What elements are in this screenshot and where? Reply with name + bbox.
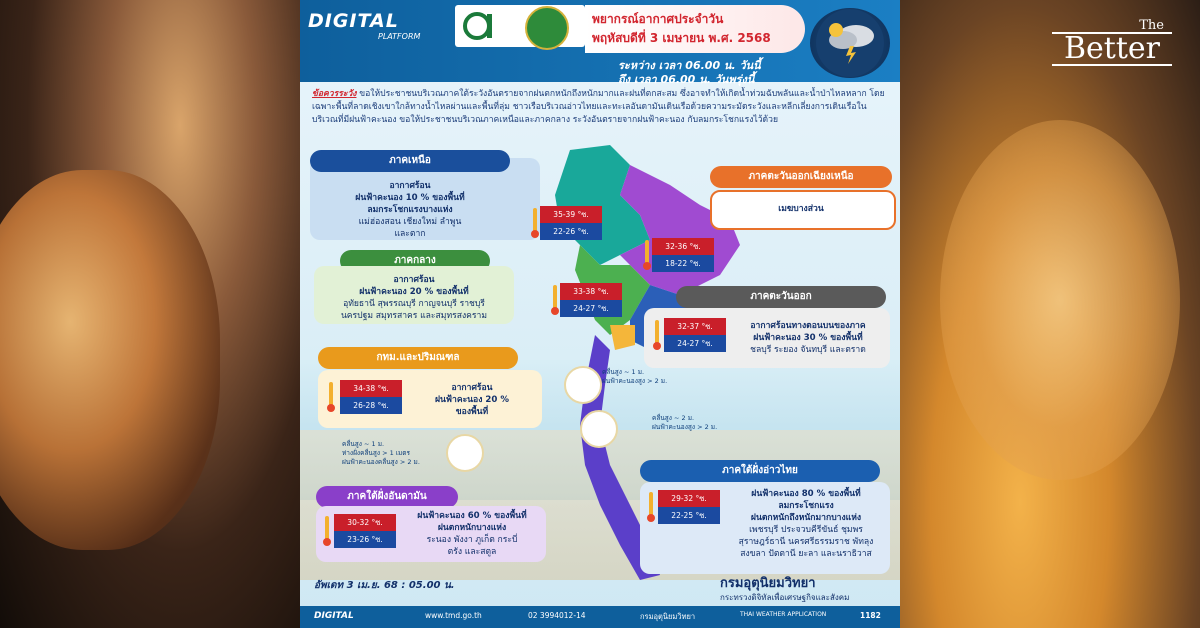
- platform-name: DIGITAL: [308, 10, 399, 32]
- south-andaman-line2: ฝนตกหนักบางแห่ง: [437, 523, 507, 533]
- north-line2: ฝนฟ้าคะนอง 10 % ของพื้นที่: [355, 193, 465, 203]
- north-region-text: [310, 180, 510, 240]
- forecast-time-to: ถึง เวลา 06.00 น. วันพรุ่งนี้: [618, 73, 755, 86]
- bangkok-temperature: [340, 380, 402, 414]
- north-line1: อากาศร้อน: [389, 181, 431, 191]
- storm-cloud-icon: [810, 8, 890, 78]
- sunset-cloud: [940, 120, 1180, 480]
- weather-app[interactable]: THAI WEATHER APPLICATION: [740, 611, 827, 618]
- andaman-wave-l1: คลื่นสูง ~ 1 ม.: [342, 440, 385, 448]
- east-line2: ฝนฟ้าคะนอง 30 % ของพื้นที่: [753, 333, 863, 343]
- bangkok-temp-low: 26-28 °ซ.: [340, 397, 402, 414]
- east-region-text: [728, 320, 888, 356]
- south-andaman-line1: ฝนฟ้าคะนอง 60 % ของพื้นที่: [417, 511, 527, 521]
- south-andaman-line4: ตรัง และสตูล: [447, 547, 497, 557]
- forecast-time-from: ระหว่าง เวลา 06.00 น. วันนี้: [618, 59, 761, 72]
- central-line2: ฝนฟ้าคะนอง 20 % ของพื้นที่: [359, 287, 469, 297]
- south-andaman-region-header: ภาคใต้ฝั่งอันดามัน: [316, 486, 458, 508]
- east-line1: อากาศร้อนทางตอนบนของภาค: [750, 321, 866, 331]
- south-gulf-line2: ลมกระโชกแรง: [778, 501, 834, 511]
- the-better-logo: [1052, 20, 1172, 66]
- thermometer-icon: [652, 318, 662, 352]
- south-andaman-line3: ระนอง พังงา ภูเก็ต กระบี่: [426, 535, 518, 545]
- south-andaman-temperature: [334, 514, 396, 548]
- east-temperature: [664, 318, 726, 352]
- andaman-wave-l2: ห่างฝั่งคลื่นสูง > 1 เมตร: [342, 449, 411, 457]
- storm-cloud: [0, 170, 220, 550]
- tmd-seal-icon: [525, 6, 569, 50]
- north-line4: แม่ฮ่องสอน เชียงใหม่ ลำพูน: [358, 217, 462, 227]
- north-region-header: ภาคเหนือ: [310, 150, 510, 172]
- phone-number: 02 3994012-14: [528, 611, 586, 620]
- northeast-line1: เมฆบางส่วน: [778, 204, 824, 214]
- ship-icon: [446, 434, 484, 472]
- thermometer-icon: [322, 514, 332, 548]
- south-gulf-line5: สุราษฎร์ธานี นครศรีธรรมราช พัทลุง: [738, 537, 874, 547]
- agency-logos: [455, 5, 585, 47]
- ship-icon: [564, 366, 602, 404]
- north-temp-high: 35-39 °ซ.: [540, 206, 602, 223]
- thermometer-icon: [530, 206, 540, 240]
- social-account[interactable]: กรมอุตุนิยมวิทยา: [640, 612, 696, 621]
- gulf-lower-wave-l2: ฝนฟ้าคะนองสูง > 2 ม.: [652, 423, 718, 431]
- map-bangkok: [610, 325, 635, 350]
- south-gulf-line3: ฝนตกหนักถึงหนักมากบางแห่ง: [750, 513, 862, 523]
- central-temp-low: 24-27 °ซ.: [560, 300, 622, 317]
- gulf-lower-wave-info: [652, 414, 717, 432]
- updated-time: อัพเดท 3 เม.ย. 68 : 05.00 น.: [314, 580, 455, 591]
- northeast-temp-low: 18-22 °ซ.: [652, 255, 714, 272]
- bangkok-temp-high: 34-38 °ซ.: [340, 380, 402, 397]
- forecast-date: พฤหัสบดีที่ 3 เมษายน พ.ศ. 2568: [592, 31, 771, 45]
- south-gulf-temp-low: 22-25 °ซ.: [658, 507, 720, 524]
- northeast-temperature: [652, 238, 714, 272]
- ministry-logo-icon: [459, 8, 509, 44]
- east-temp-high: 32-37 °ซ.: [664, 318, 726, 335]
- thermometer-icon: [550, 283, 560, 317]
- brand-better: Better: [1052, 32, 1172, 66]
- thermometer-icon: [642, 238, 652, 272]
- central-temperature: [560, 283, 622, 317]
- gulf-upper-wave-info: [602, 368, 667, 386]
- south-gulf-line1: ฝนฟ้าคะนอง 80 % ของพื้นที่: [751, 489, 861, 499]
- warning-text: ขอให้ประชาชนบริเวณภาคใต้ระวังอันตรายจากฝนตกหนักถึงหนักมากและฝนที่ตกสะสม ซึ่งอาจทำให้เกิดน้ำท่วมฉับพลันและน้ำป่าไหลหลาก โดยเฉพาะพื้นที่ลาดเชิงเขาใกล้ทางน้ำไหลผ่านและพื้นที่ลุ่ม ชาวเรือบริเวณอ่าวไทยและทะเลอันดามันเดินเรือด้วยความระมัดระวังและหลีกเลี่ยงการเดินเรือในบริเวณที่มีฝนฟ้าคะนอง ขอให้ประชาชนบริเวณภาคเหนือและภาคกลาง ระวังอันตรายจากฝนฟ้าคะนอง กับลมกระโชกแรงไว้ด้วย: [312, 89, 885, 125]
- andaman-wave-l3: ฝนฟ้าคะนองคลื่นสูง > 2 ม.: [342, 458, 420, 466]
- south-gulf-line4: เพชรบุรี ประจวบคีรีขันธ์ ชุมพร: [749, 525, 863, 535]
- central-temp-high: 33-38 °ซ.: [560, 283, 622, 300]
- website-link[interactable]: www.tmd.go.th: [425, 611, 482, 620]
- south-gulf-region-header: ภาคใต้ฝั่งอ่าวไทย: [640, 460, 880, 482]
- south-andaman-temp-high: 30-32 °ซ.: [334, 514, 396, 531]
- central-line4: นครปฐม สมุทรสาคร และสมุทรสงคราม: [340, 311, 488, 321]
- bangkok-line2: ฝนฟ้าคะนอง 20 %: [435, 395, 509, 405]
- bangkok-region-header: กทม.และปริมณฑล: [318, 347, 518, 369]
- hotline-number: 1182: [860, 611, 881, 620]
- south-gulf-line6: สงขลา ปัตตานี ยะลา และนราธิวาส: [740, 549, 872, 559]
- background-left: [0, 0, 300, 628]
- south-andaman-region-text: [400, 510, 544, 558]
- central-region-header: ภาคกลาง: [340, 250, 490, 272]
- east-line3: ชลบุรี ระยอง จันทบุรี และตราด: [750, 345, 866, 355]
- digital-platform-logo: [308, 10, 453, 50]
- ship-icon: [580, 410, 618, 448]
- central-line3: อุทัยธานี สุพรรณบุรี กาญจนบุรี ราชบุรี: [343, 299, 485, 309]
- poster-footer: [300, 606, 900, 628]
- south-andaman-temp-low: 23-26 °ซ.: [334, 531, 396, 548]
- bangkok-region-text: [410, 382, 534, 418]
- gulf-upper-wave-l2: ฝนฟ้าคะนองสูง > 2 ม.: [602, 377, 668, 385]
- thermometer-icon: [326, 380, 336, 414]
- north-temp-low: 22-26 °ซ.: [540, 223, 602, 240]
- bangkok-line1: อากาศร้อน: [451, 383, 493, 393]
- east-region-header: ภาคตะวันออก: [676, 286, 886, 308]
- footer-platform: DIGITAL: [314, 611, 354, 621]
- background-right: [900, 0, 1200, 628]
- northeast-temp-high: 32-36 °ซ.: [652, 238, 714, 255]
- gulf-upper-wave-l1: คลื่นสูง ~ 1 ม.: [602, 368, 645, 376]
- warning-notice: [312, 88, 888, 127]
- north-temperature: [540, 206, 602, 240]
- thermometer-icon: [646, 490, 656, 524]
- northeast-region-header: ภาคตะวันออกเฉียงเหนือ: [710, 166, 892, 188]
- north-line5: และตาก: [394, 229, 426, 239]
- tmd-name: กรมอุตุนิยมวิทยา: [720, 576, 816, 591]
- weather-poster: [300, 0, 900, 628]
- central-region-text: [314, 274, 514, 322]
- south-gulf-region-text: [724, 488, 888, 560]
- platform-sub: PLATFORM: [378, 32, 421, 41]
- south-gulf-temp-high: 29-32 °ซ.: [658, 490, 720, 507]
- forecast-title: พยากรณ์อากาศประจำวัน: [592, 12, 724, 26]
- east-temp-low: 24-27 °ซ.: [664, 335, 726, 352]
- andaman-wave-info: [342, 440, 420, 467]
- central-line1: อากาศร้อน: [393, 275, 435, 285]
- ministry-name: กระทรวงดิจิทัลเพื่อเศรษฐกิจและสังคม: [720, 593, 850, 602]
- brand-the: The: [1139, 18, 1164, 33]
- gulf-lower-wave-l1: คลื่นสูง ~ 2 ม.: [652, 414, 695, 422]
- south-gulf-temperature: [658, 490, 720, 524]
- bangkok-line3: ของพื้นที่: [455, 407, 489, 417]
- warning-label: ข้อควรระวัง: [312, 89, 357, 99]
- north-line3: ลมกระโชกแรงบางแห่ง: [367, 205, 453, 215]
